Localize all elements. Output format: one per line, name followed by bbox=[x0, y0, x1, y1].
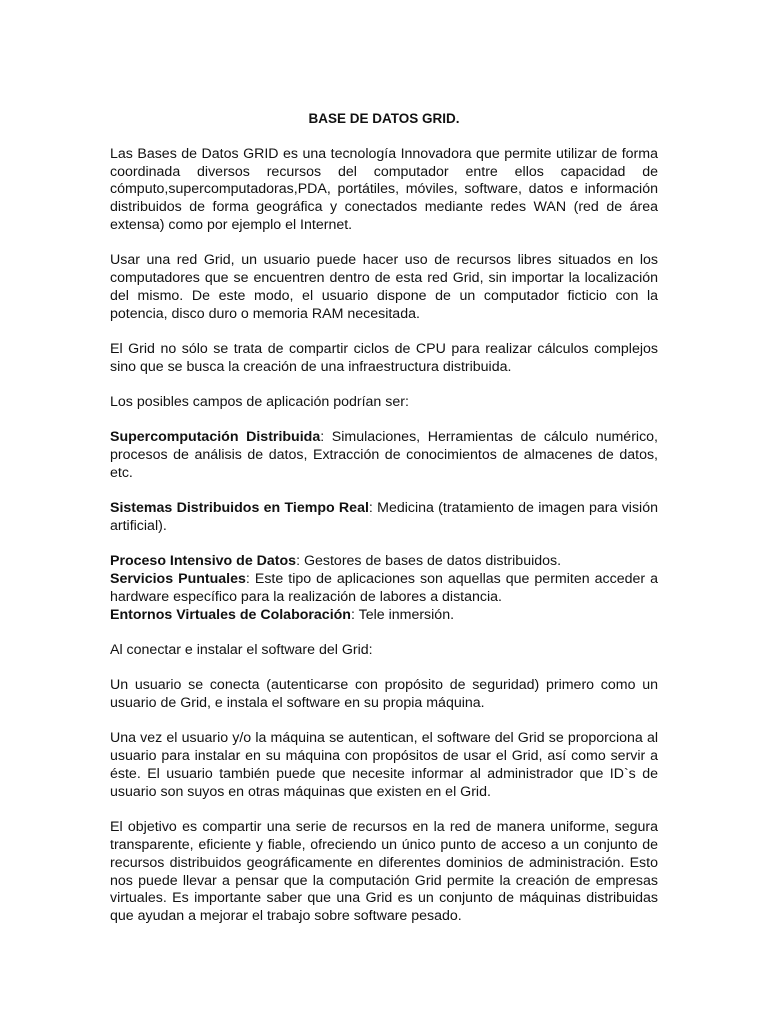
paragraph-connect: Un usuario se conecta (autenticarse con propósito de seguridad) primero como un usuario de Grid, e instala el software en su propia máquina. bbox=[110, 677, 658, 712]
paragraph-authenticate: Una vez el usuario y/o la máquina se autentican, el software del Grid se proporciona al usuario para instalar en su máquina con propósitos de usar el Grid, así como servir a éste. El usuario también puede que necesite informar al administrador que ID`s de usuario son suyos en otras máquinas que existen en el Grid. bbox=[110, 730, 658, 800]
field-desc: : Tele inmersión. bbox=[350, 606, 455, 623]
paragraph-objective: El objetivo es compartir una serie de recursos en la red de manera uniforme, segura transparente, eficiente y fiable, ofreciendo un único punto de acceso a un conjunto de recursos distribuidos geográficamente en diferentes dominios de administración. Esto nos puede llevar a pensar que la computación Grid permite la creación de empresas virtuales. Es importante saber que una Grid es un conjunto de máquinas distribuidas que ayudan a mejorar el trabajo sobre software pesado. bbox=[110, 819, 658, 925]
field-desc: : Gestores de bases de datos distribuidos. bbox=[296, 553, 562, 570]
field-supercomputacion bbox=[110, 429, 658, 482]
field-desc: : Medicina (tratamiento de imagen para visión artificial). bbox=[110, 500, 658, 535]
field-proceso-intensivo bbox=[110, 553, 658, 571]
paragraph-fields-intro: Los posibles campos de aplicación podrían ser: bbox=[110, 394, 409, 411]
paragraph-usage: Usar una red Grid, un usuario puede hacer uso de recursos libres situados en los computadores que se encuentren dentro de esta red Grid, sin importar la localización del mismo. De este modo, el usuario dispone de un computador ficticio con la potencia, disco duro o memoria RAM necesitada. bbox=[110, 252, 658, 322]
field-term: Entornos Virtuales de Colaboración bbox=[110, 606, 351, 623]
field-desc: : Este tipo de aplicaciones son aquellas que permiten acceder a hardware específico para la realización de labores a distancia. bbox=[110, 571, 658, 605]
field-term: Proceso Intensivo de Datos bbox=[110, 553, 297, 570]
field-term: Supercomputación Distribuida bbox=[110, 429, 321, 446]
paragraph-install-intro: Al conectar e instalar el software del Grid: bbox=[110, 642, 373, 659]
field-term: Servicios Puntuales bbox=[110, 571, 246, 588]
field-entornos-virtuales bbox=[110, 607, 658, 625]
document-page bbox=[110, 110, 658, 943]
document-title: BASE DE DATOS GRID. bbox=[308, 111, 460, 126]
field-desc: : Simulaciones, Herramientas de cálculo numérico, procesos de análisis de datos, Extracción de conocimientos de almacenes de datos, etc. bbox=[110, 429, 659, 481]
field-term: Sistemas Distribuidos en Tiempo Real bbox=[110, 500, 369, 517]
paragraph-cpu: El Grid no sólo se trata de compartir ciclos de CPU para realizar cálculos complejos sino que se busca la creación de una infraestructura distribuida. bbox=[110, 340, 658, 375]
field-tiempo-real bbox=[110, 500, 658, 536]
paragraph-intro: Las Bases de Datos GRID es una tecnología Innovadora que permite utilizar de forma coordinada diversos recursos del computador entre ellos capacidad de cómputo,supercomputadoras,PDA, portátiles, móviles, software, datos e información distribuidos de forma geográfica y conectados mediante redes WAN (red de área extensa) como por ejemplo el Internet. bbox=[110, 145, 658, 233]
field-servicios-puntuales bbox=[110, 571, 658, 607]
